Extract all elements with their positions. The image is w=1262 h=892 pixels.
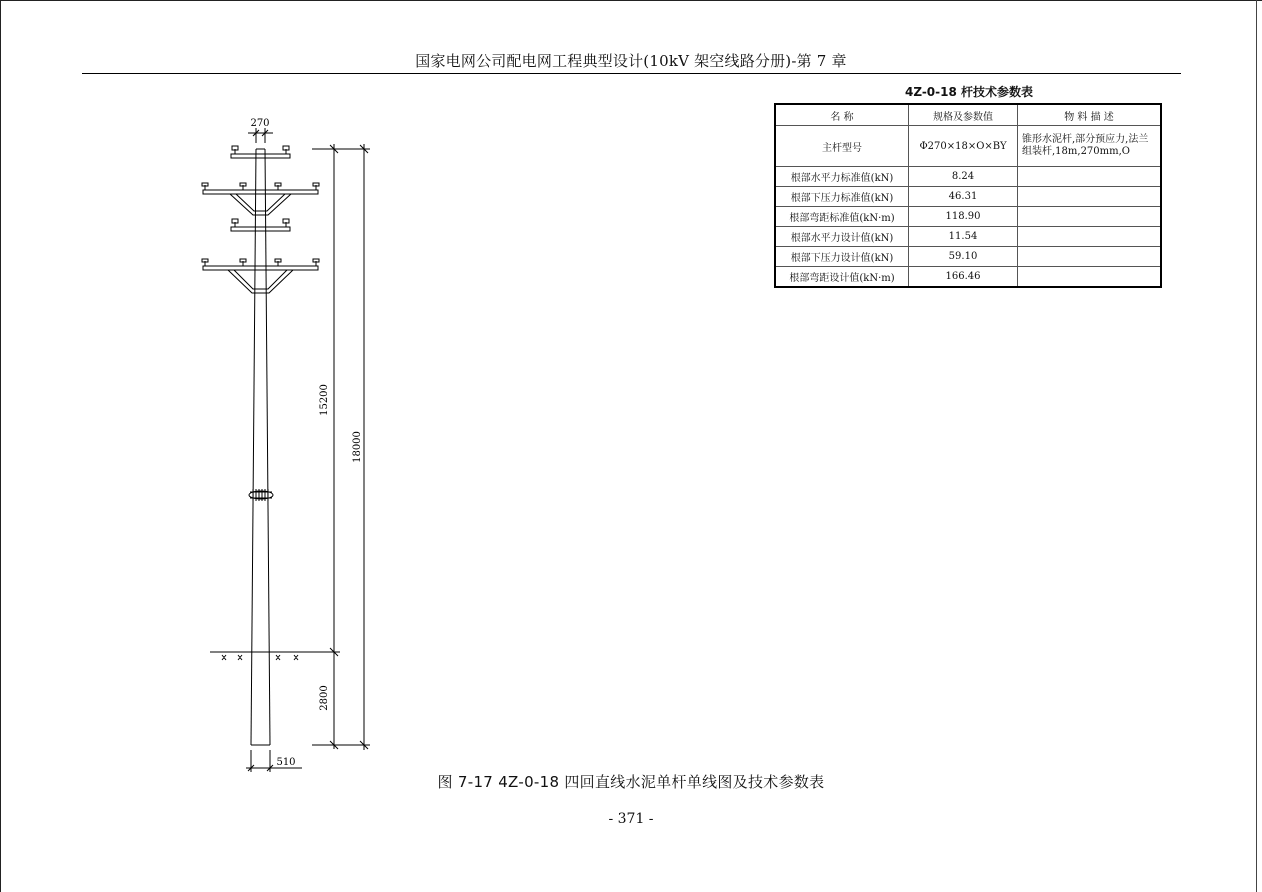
row-desc: 锥形水泥杆,部分预应力,法兰组装杆,18m,270mm,O [1018,126,1162,167]
row-value: 59.10 [909,247,1018,267]
figure-caption: 图 7-17 4Z-0-18 四回直线水泥单杆单线图及技术参数表 [437,773,825,791]
row-value: 166.46 [909,267,1018,288]
dim-top-width-label: 270 [250,118,270,129]
column-header-name: 名 称 [775,104,909,126]
dim-total-label: 18000 [352,431,363,463]
dim-top-width [248,128,273,143]
row-name: 根部弯距标准值(kN·m) [775,207,909,227]
row-value: 8.24 [909,167,1018,187]
column-header-desc: 物 料 描 述 [1018,104,1162,126]
row-value: Φ270×18×O×BY [909,126,1018,167]
row-name: 根部下压力标准值(kN) [775,187,909,207]
cross-arm-4 [202,259,319,293]
ground-line [210,652,313,660]
top-cross-arm [231,146,290,158]
dim-above-ground-label: 15200 [319,384,330,416]
row-value: 11.54 [909,227,1018,247]
dim-buried-label: 2800 [319,685,330,711]
column-header-value: 规格及参数值 [909,104,1018,126]
row-name: 主杆型号 [775,126,909,167]
flange-joint [249,489,273,501]
spec-table-title: 4Z-0-18 杆技术参数表 [904,85,1034,99]
dim-bottom-width-label: 510 [276,757,296,768]
pole-shaft [251,149,270,745]
header-title: 国家电网公司配电网工程典型设计(10kV 架空线路分册)-第 7 章 [415,52,847,70]
row-value: 46.31 [909,187,1018,207]
cross-arm-2 [202,183,319,215]
page-number: - 371 - [608,811,654,827]
row-value: 118.90 [909,207,1018,227]
cross-arm-3 [231,219,290,231]
row-name: 根部水平力设计值(kN) [775,227,909,247]
row-name: 根部下压力设计值(kN) [775,247,909,267]
row-name: 根部水平力标准值(kN) [775,167,909,187]
row-name: 根部弯距设计值(kN·m) [775,267,909,288]
